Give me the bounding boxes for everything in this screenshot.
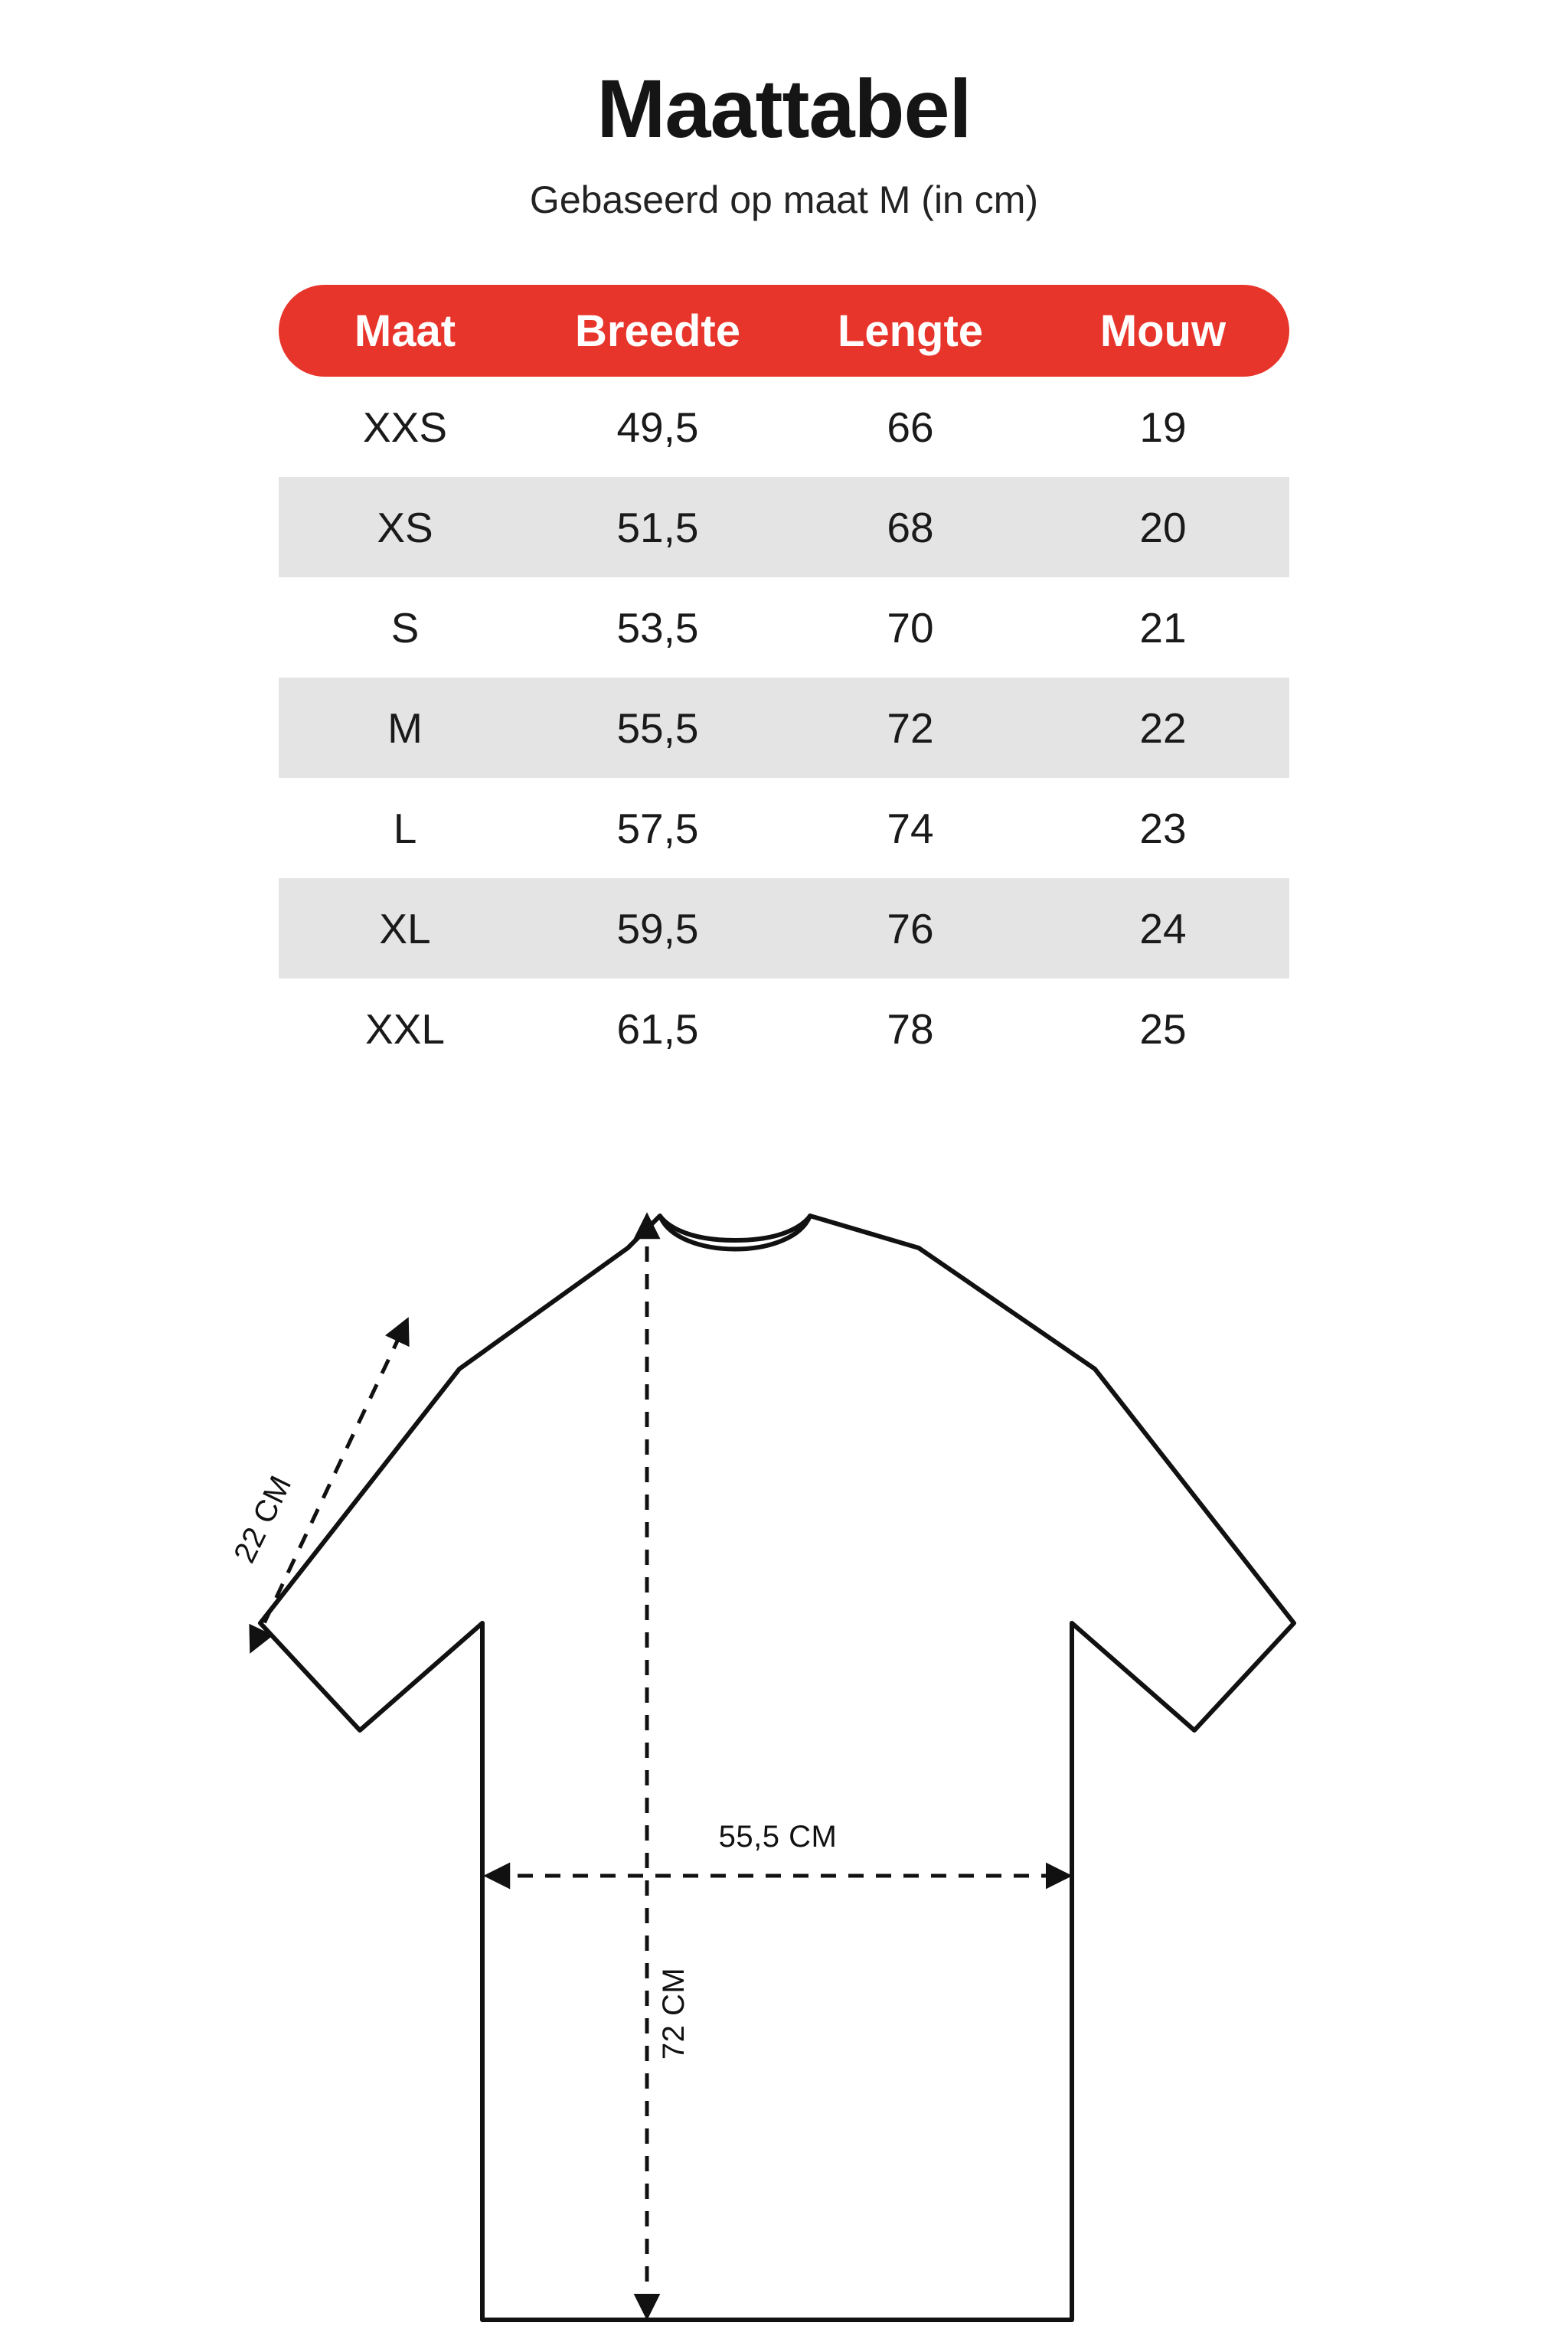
table-row (279, 878, 1289, 978)
cell-mouw: 20 (1037, 477, 1289, 577)
cell-breedte: 55,5 (531, 678, 784, 778)
cell-maat: XL (279, 878, 531, 978)
cell-maat: XXL (365, 1004, 445, 1053)
cell-breedte: 49,5 (616, 403, 699, 451)
tshirt-outline (260, 1216, 1294, 2320)
tshirt-diagram (0, 1194, 1568, 2352)
table-row (279, 778, 1289, 878)
cell-mouw: 24 (1037, 878, 1289, 978)
table-header-row (279, 285, 1289, 377)
cell-breedte: 59,5 (531, 878, 784, 978)
cell-lengte: 76 (784, 878, 1037, 978)
cell-maat: XXS (362, 403, 448, 451)
cell-mouw: 21 (1139, 603, 1187, 652)
cell-maat: M (279, 678, 531, 778)
cell-maat: XS (279, 477, 531, 577)
table-row (279, 978, 1289, 1079)
cell-mouw: 19 (1139, 403, 1187, 451)
cell-mouw: 25 (1139, 1004, 1187, 1053)
cell-breedte: 57,5 (616, 804, 699, 852)
size-table-container (279, 285, 1289, 1079)
cell-maat: S (390, 603, 420, 652)
page-subtitle: Gebaseerd op maat M (in cm) (529, 178, 1039, 222)
page-title: Maattabel (596, 62, 972, 155)
cell-breedte: 61,5 (616, 1004, 699, 1053)
cell-lengte: 78 (887, 1004, 934, 1053)
table-row (279, 678, 1289, 778)
table-row (279, 377, 1289, 477)
length-dimension-label: 72 CM (657, 1967, 691, 2060)
cell-breedte: 53,5 (616, 603, 699, 652)
table-row (279, 477, 1289, 577)
cell-mouw: 23 (1139, 804, 1187, 852)
cell-lengte: 72 (784, 678, 1037, 778)
column-header-lengte: Lengte (784, 285, 1037, 377)
width-dimension-label: 55,5 CM (718, 1820, 838, 1854)
cell-lengte: 66 (887, 403, 934, 451)
cell-mouw: 22 (1037, 678, 1289, 778)
column-header-breedte: Breedte (531, 285, 784, 377)
column-header-mouw: Mouw (1037, 285, 1289, 377)
column-header-maat: Maat (279, 285, 531, 377)
size-table-head (279, 285, 1289, 377)
cell-lengte: 68 (784, 477, 1037, 577)
size-table-body (279, 377, 1289, 1079)
cell-breedte: 51,5 (531, 477, 784, 577)
cell-maat: L (393, 804, 417, 852)
cell-lengte: 70 (887, 603, 934, 652)
table-row (279, 577, 1289, 678)
cell-lengte: 74 (887, 804, 934, 852)
sleeve-dimension-label: 22 CM (227, 1470, 299, 1569)
size-table (279, 285, 1289, 1079)
